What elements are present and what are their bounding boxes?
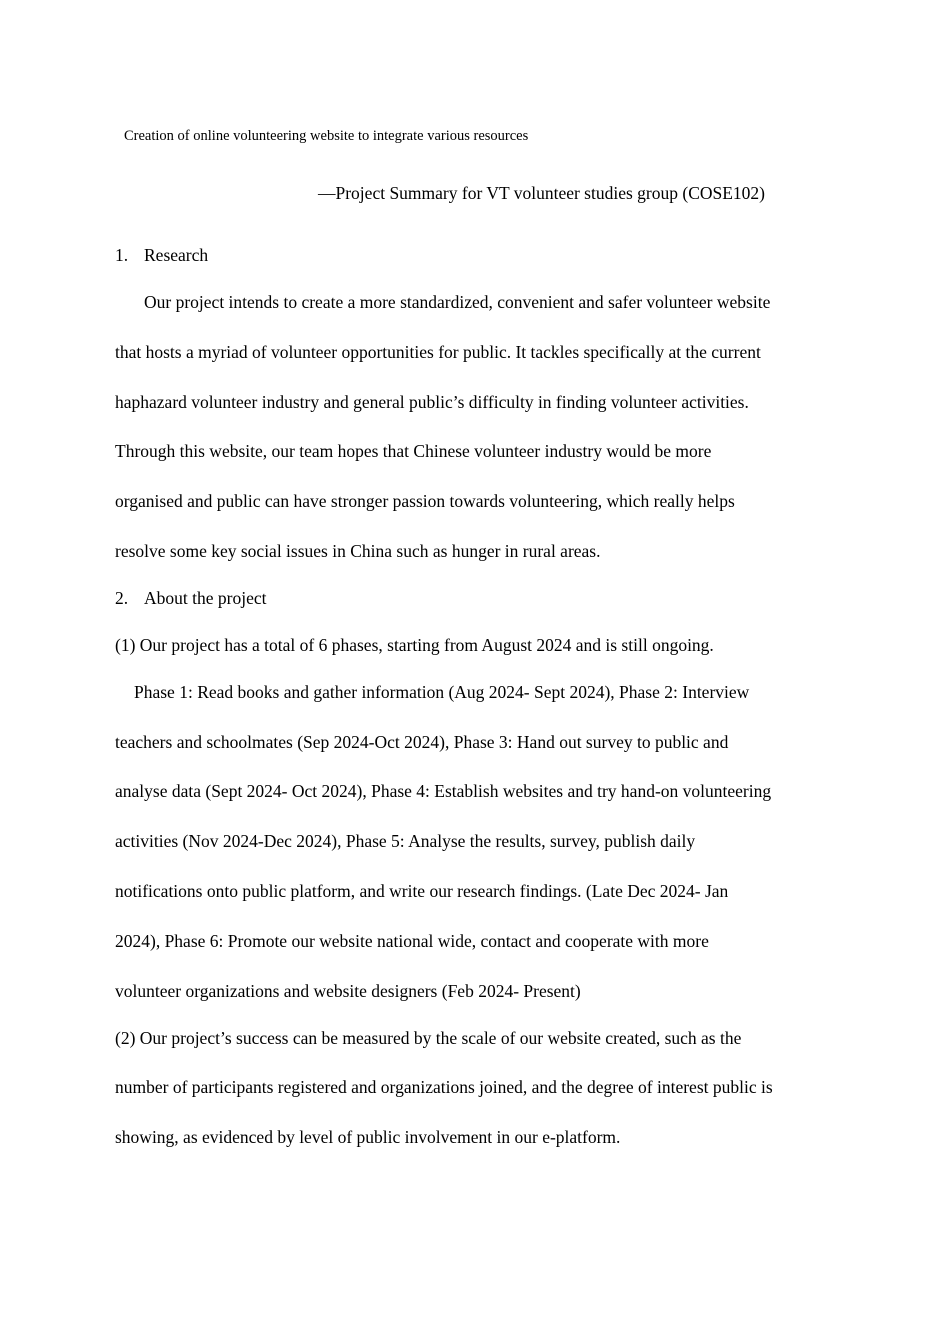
- section-title: About the project: [144, 588, 267, 608]
- paragraph-line: Phase 1: Read books and gather information (Aug 2024- Sept 2024), Phase 2: Interview: [134, 682, 750, 702]
- section-heading-research: [115, 245, 208, 266]
- paragraph-line: analyse data (Sept 2024- Oct 2024), Phase 4: Establish websites and try hand-on volunteering: [115, 781, 772, 801]
- section-title: Research: [144, 245, 209, 265]
- document-subtitle: —Project Summary for VT volunteer studies group (COSE102): [318, 183, 766, 203]
- paragraph-line: volunteer organizations and website designers (Feb 2024- Present): [115, 981, 581, 1001]
- document-title: Creation of online volunteering website to integrate various resources: [124, 128, 529, 144]
- paragraph-line: activities (Nov 2024-Dec 2024), Phase 5: Analyse the results, survey, publish daily: [115, 831, 696, 851]
- paragraph-line: (2) Our project’s success can be measured by the scale of our website created, such as the: [115, 1028, 742, 1048]
- section-heading-about: [115, 588, 266, 609]
- section-number: 2.: [115, 588, 129, 608]
- paragraph-line: haphazard volunteer industry and general public’s difficulty in finding volunteer activities.: [115, 392, 749, 412]
- paragraph-line: Through this website, our team hopes that Chinese volunteer industry would be more: [115, 441, 712, 461]
- paragraph-line: organised and public can have stronger passion towards volunteering, which really helps: [115, 491, 735, 511]
- paragraph-line: notifications onto public platform, and write our research findings. (Late Dec 2024- Jan: [115, 881, 729, 901]
- paragraph-line: Our project intends to create a more standardized, convenient and safer volunteer website: [144, 292, 771, 312]
- paragraph-line: number of participants registered and organizations joined, and the degree of interest public is: [115, 1077, 773, 1097]
- paragraph-line: showing, as evidenced by level of public involvement in our e-platform.: [115, 1127, 621, 1147]
- section-number: 1.: [115, 245, 129, 265]
- paragraph-line: (1) Our project has a total of 6 phases, starting from August 2024 and is still ongoing.: [115, 635, 714, 655]
- paragraph-line: that hosts a myriad of volunteer opportunities for public. It tackles specifically at the current: [115, 342, 761, 362]
- paragraph-line: resolve some key social issues in China such as hunger in rural areas.: [115, 541, 601, 561]
- paragraph-line: 2024), Phase 6: Promote our website national wide, contact and cooperate with more: [115, 931, 709, 951]
- paragraph-line: teachers and schoolmates (Sep 2024-Oct 2024), Phase 3: Hand out survey to public and: [115, 732, 729, 752]
